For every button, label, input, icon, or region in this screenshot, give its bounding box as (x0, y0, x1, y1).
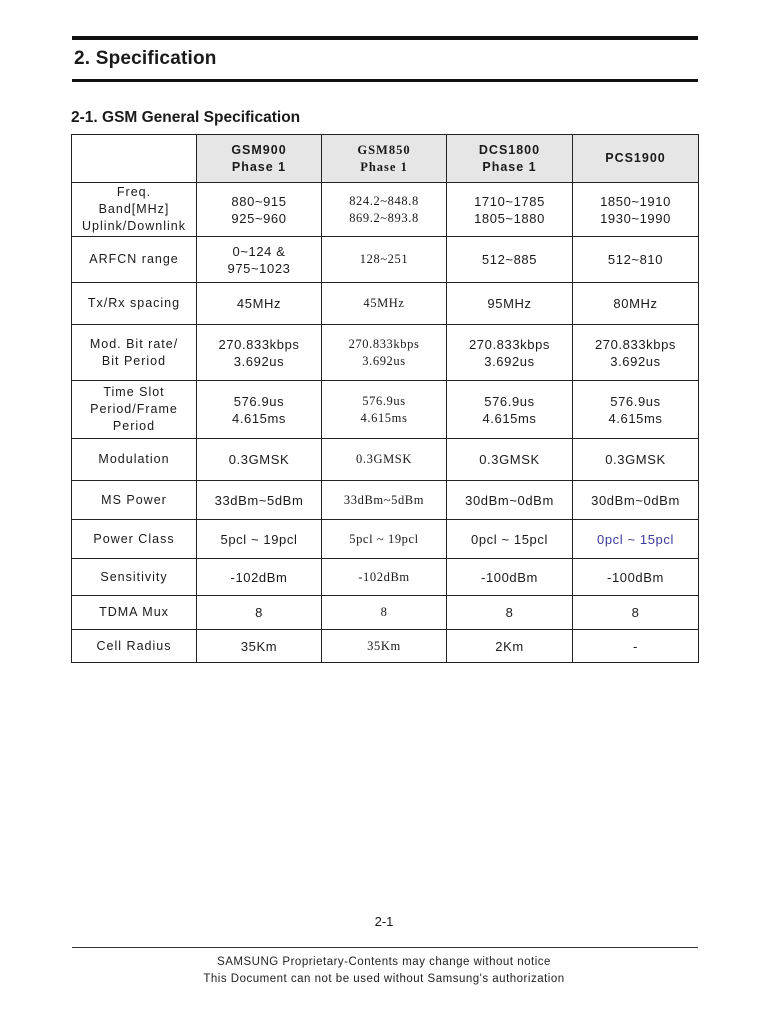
table-cell: 45MHz (197, 283, 322, 325)
table-cell: 576.9us 4.615ms (197, 381, 322, 439)
table-cell: 5pcl ~ 19pcl (322, 520, 447, 559)
table-cell: 2Km (447, 630, 573, 663)
table-cell: 8 (447, 596, 573, 630)
footer-rule (72, 947, 698, 948)
table-cell: 880~915 925~960 (197, 183, 322, 237)
table-row (72, 481, 699, 520)
table-cell: 270.833kbps 3.692us (197, 325, 322, 381)
table-cell: 576.9us 4.615ms (447, 381, 573, 439)
top-rule (72, 36, 698, 40)
table-cell: 1710~1785 1805~1880 (447, 183, 573, 237)
table-cell: 33dBm~5dBm (197, 481, 322, 520)
header-cell-dcs1800: DCS1800 Phase 1 (447, 135, 573, 183)
table-cell: 30dBm~0dBm (447, 481, 573, 520)
row-label: Sensitivity (72, 559, 197, 596)
table-cell: 576.9us 4.615ms (573, 381, 699, 439)
table-row (72, 183, 699, 237)
table-cell: 8 (322, 596, 447, 630)
table-row (72, 520, 699, 559)
footer-proprietary-notice: SAMSUNG Proprietary-Contents may change without notice (217, 956, 551, 968)
table-cell: - (573, 630, 699, 663)
row-label: Modulation (72, 439, 197, 481)
table-row (72, 381, 699, 439)
title-rule (72, 79, 698, 82)
header-cell-blank (72, 135, 197, 183)
table-cell: 0.3GMSK (573, 439, 699, 481)
table-cell: 0pcl ~ 15pcl (573, 520, 699, 559)
header-cell-gsm850: GSM850 Phase 1 (322, 135, 447, 183)
row-label: MS Power (72, 481, 197, 520)
table-cell: 35Km (197, 630, 322, 663)
table-cell: 128~251 (322, 237, 447, 283)
table-row (72, 283, 699, 325)
table-cell: 1850~1910 1930~1990 (573, 183, 699, 237)
table-cell: 270.833kbps 3.692us (447, 325, 573, 381)
table-header-row (72, 135, 699, 183)
footer-authorization-notice: This Document can not be used without Samsung's authorization (203, 973, 565, 985)
table-cell: 5pcl ~ 19pcl (197, 520, 322, 559)
table-cell: 0.3GMSK (447, 439, 573, 481)
table-cell: 270.833kbps 3.692us (322, 325, 447, 381)
row-label: Mod. Bit rate/ Bit Period (72, 325, 197, 381)
table-cell: 512~810 (573, 237, 699, 283)
table-cell: 8 (197, 596, 322, 630)
table-cell: 0pcl ~ 15pcl (447, 520, 573, 559)
gsm-spec-table (71, 134, 699, 663)
table-cell: 270.833kbps 3.692us (573, 325, 699, 381)
table-cell: 0.3GMSK (197, 439, 322, 481)
table-cell: 30dBm~0dBm (573, 481, 699, 520)
header-cell-gsm900: GSM900 Phase 1 (197, 135, 322, 183)
table-cell: 0.3GMSK (322, 439, 447, 481)
table-cell: 8 (573, 596, 699, 630)
row-label: TDMA Mux (72, 596, 197, 630)
table-cell: -102dBm (322, 559, 447, 596)
table-cell: 33dBm~5dBm (322, 481, 447, 520)
table-cell: -102dBm (197, 559, 322, 596)
table-cell: 45MHz (322, 283, 447, 325)
section-title: 2. Specification (74, 48, 217, 69)
table-row (72, 237, 699, 283)
table-cell: 35Km (322, 630, 447, 663)
table-row (72, 325, 699, 381)
table-cell: 576.9us 4.615ms (322, 381, 447, 439)
table-row (72, 630, 699, 663)
table-cell: -100dBm (573, 559, 699, 596)
table-cell: 824.2~848.8 869.2~893.8 (322, 183, 447, 237)
subsection-title: 2-1. GSM General Specification (71, 109, 301, 126)
table-cell: 512~885 (447, 237, 573, 283)
row-label: Tx/Rx spacing (72, 283, 197, 325)
table-row (72, 439, 699, 481)
page-number: 2-1 (374, 914, 394, 929)
table-cell: 0~124 & 975~1023 (197, 237, 322, 283)
header-cell-pcs1900: PCS1900 (573, 135, 699, 183)
row-label: Time Slot Period/Frame Period (72, 381, 197, 439)
table-cell: -100dBm (447, 559, 573, 596)
row-label: ARFCN range (72, 237, 197, 283)
row-label: Freq. Band[MHz] Uplink/Downlink (72, 183, 197, 237)
table-cell: 95MHz (447, 283, 573, 325)
table-row (72, 559, 699, 596)
table-cell: 80MHz (573, 283, 699, 325)
table-row (72, 596, 699, 630)
row-label: Power Class (72, 520, 197, 559)
row-label: Cell Radius (72, 630, 197, 663)
